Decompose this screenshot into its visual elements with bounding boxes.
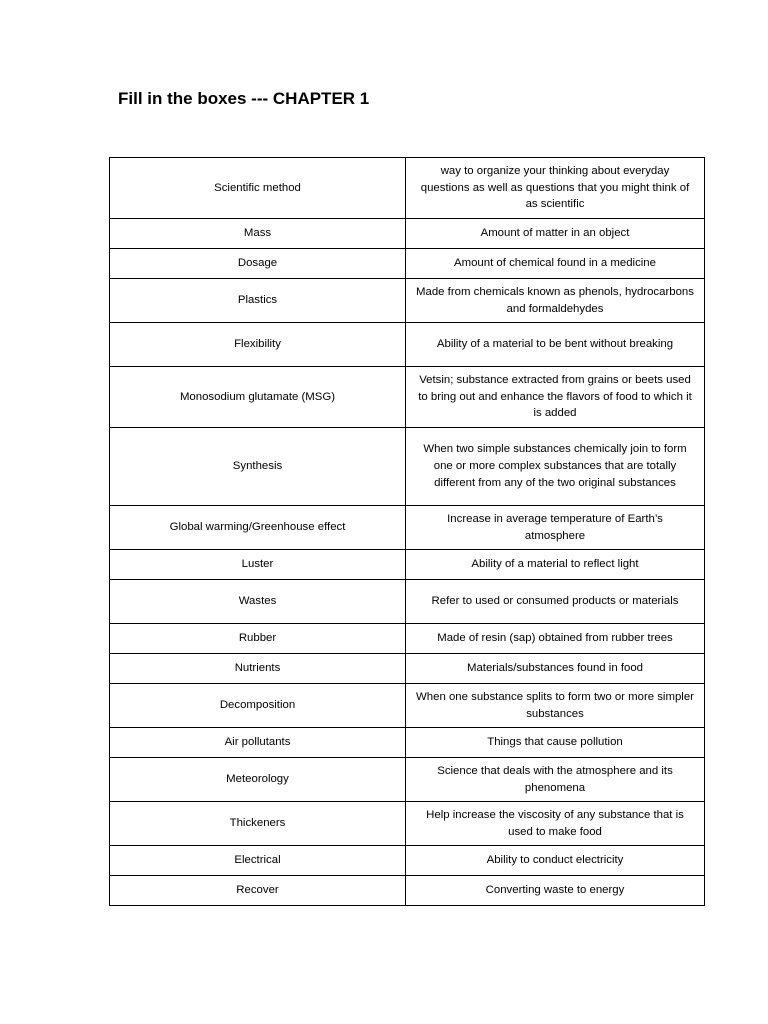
- term-cell: Decomposition: [110, 684, 406, 728]
- table-row: [110, 550, 705, 580]
- term-cell: Global warming/Greenhouse effect: [110, 506, 406, 550]
- term-cell: Air pollutants: [110, 728, 406, 758]
- table-row: [110, 158, 705, 219]
- definition-cell: Help increase the viscosity of any substance that is used to make food: [406, 802, 705, 846]
- table-row: [110, 279, 705, 323]
- table-row: [110, 876, 705, 906]
- definition-cell: Converting waste to energy: [406, 876, 705, 906]
- term-cell: Monosodium glutamate (MSG): [110, 367, 406, 428]
- table-row: [110, 684, 705, 728]
- term-cell: Synthesis: [110, 428, 406, 506]
- table-row: [110, 506, 705, 550]
- term-cell: Nutrients: [110, 654, 406, 684]
- term-cell: Wastes: [110, 580, 406, 624]
- term-cell: Recover: [110, 876, 406, 906]
- table-row: [110, 758, 705, 802]
- definition-cell: Materials/substances found in food: [406, 654, 705, 684]
- definition-cell: Made from chemicals known as phenols, hydrocarbons and formaldehydes: [406, 279, 705, 323]
- definition-cell: Ability of a material to be bent without breaking: [406, 323, 705, 367]
- term-cell: Meteorology: [110, 758, 406, 802]
- table-row: [110, 580, 705, 624]
- term-cell: Plastics: [110, 279, 406, 323]
- term-cell: Dosage: [110, 249, 406, 279]
- table-row: [110, 367, 705, 428]
- table-row: [110, 846, 705, 876]
- definition-cell: Ability to conduct electricity: [406, 846, 705, 876]
- term-cell: Luster: [110, 550, 406, 580]
- table-row: [110, 624, 705, 654]
- vocabulary-table: [109, 157, 705, 906]
- definition-cell: Amount of chemical found in a medicine: [406, 249, 705, 279]
- definition-cell: Ability of a material to reflect light: [406, 550, 705, 580]
- definition-cell: Vetsin; substance extracted from grains or beets used to bring out and enhance the flavors of food to which it is added: [406, 367, 705, 428]
- term-cell: Rubber: [110, 624, 406, 654]
- definition-cell: Increase in average temperature of Earth’s atmosphere: [406, 506, 705, 550]
- table-row: [110, 654, 705, 684]
- term-cell: Electrical: [110, 846, 406, 876]
- table-row: [110, 219, 705, 249]
- definition-cell: Things that cause pollution: [406, 728, 705, 758]
- term-cell: Thickeners: [110, 802, 406, 846]
- definition-cell: When one substance splits to form two or more simpler substances: [406, 684, 705, 728]
- term-cell: Scientific method: [110, 158, 406, 219]
- table-row: [110, 428, 705, 506]
- definition-cell: When two simple substances chemically join to form one or more complex substances that are totally different from any of the two original substances: [406, 428, 705, 506]
- table-row: [110, 249, 705, 279]
- definition-cell: way to organize your thinking about everyday questions as well as questions that you might think of as scientific: [406, 158, 705, 219]
- definition-cell: Made of resin (sap) obtained from rubber trees: [406, 624, 705, 654]
- page-title: Fill in the boxes --- CHAPTER 1: [118, 89, 370, 108]
- table-row: [110, 802, 705, 846]
- table-row: [110, 323, 705, 367]
- definition-cell: Amount of matter in an object: [406, 219, 705, 249]
- term-cell: Mass: [110, 219, 406, 249]
- table-row: [110, 728, 705, 758]
- definition-cell: Refer to used or consumed products or materials: [406, 580, 705, 624]
- definition-cell: Science that deals with the atmosphere and its phenomena: [406, 758, 705, 802]
- term-cell: Flexibility: [110, 323, 406, 367]
